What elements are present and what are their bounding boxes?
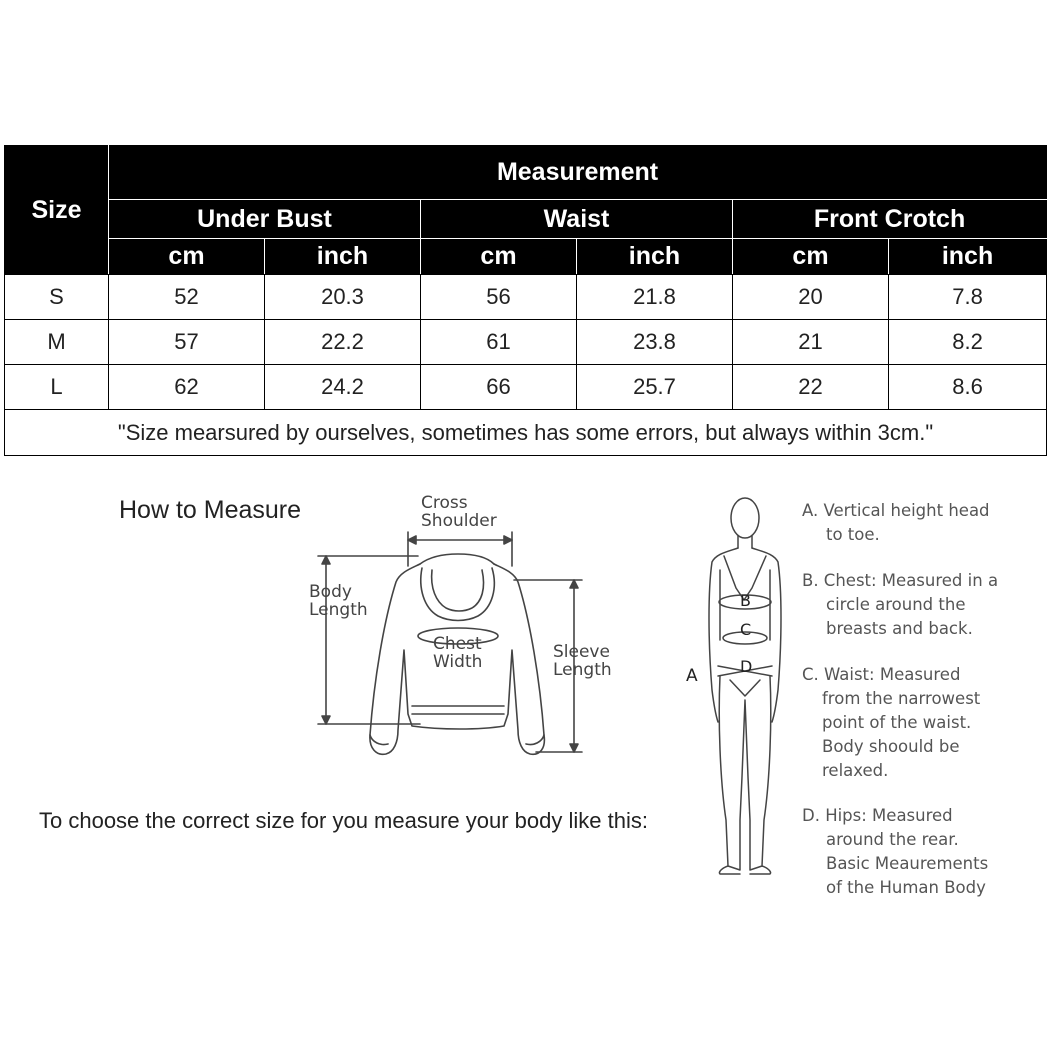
marker-a: A [686,666,698,686]
unit-header: inch [577,239,733,275]
unit-header: cm [733,239,889,275]
value-cell: 22.2 [265,320,421,365]
value-cell: 62 [109,365,265,410]
instruction-text: To choose the correct size for you measure your body like this: [39,808,648,833]
value-cell: 20.3 [265,275,421,320]
legend-line: of the Human Body [826,878,986,897]
unit-header: inch [889,239,1047,275]
body-length-label [309,583,368,619]
legend-line: circle around the [826,595,966,614]
value-cell: 21 [733,320,889,365]
value-cell: 22 [733,365,889,410]
legend-item-a [802,499,990,547]
size-chart-table [4,145,1047,456]
table-row [5,275,1047,320]
value-cell: 52 [109,275,265,320]
unit-header: cm [109,239,265,275]
label-line: Chest [433,634,482,654]
how-to-measure-title: How to Measure [119,496,302,524]
value-cell: 8.6 [889,365,1047,410]
value-cell: 25.7 [577,365,733,410]
value-cell: 20 [733,275,889,320]
legend-line: point of the waist. [822,713,972,732]
note-row [5,410,1047,456]
label-line: Length [553,660,612,680]
value-cell: 8.2 [889,320,1047,365]
label-line: Body [309,582,352,602]
legend-item-c [802,663,980,783]
value-cell: 61 [421,320,577,365]
legend-item-d [802,804,988,900]
size-cell: S [5,275,109,320]
under-bust-header: Under Bust [109,200,421,239]
cross-shoulder-label [421,494,497,530]
legend-line: D. Hips: Measured [802,806,953,825]
table-row [5,320,1047,365]
size-note: "Size mearsured by ourselves, sometimes has some errors, but always within 3cm." [5,410,1047,456]
chest-width-label [433,635,482,671]
sleeve-length-label [553,643,612,679]
legend-line: from the narrowest [822,689,981,708]
label-line: Shoulder [421,511,497,531]
legend-line: Body shoould be [822,737,960,756]
legend-line: to toe. [826,525,880,544]
legend-line: around the rear. [826,830,959,849]
unit-header: inch [265,239,421,275]
table-row [5,365,1047,410]
measurement-header: Measurement [109,146,1047,200]
legend-line: Basic Meaurements [826,854,989,873]
legend-line: B. Chest: Measured in a [802,571,999,590]
label-line: Length [309,600,368,620]
body-figure-diagram [690,490,810,880]
unit-header: cm [421,239,577,275]
value-cell: 23.8 [577,320,733,365]
front-crotch-header: Front Crotch [733,200,1047,239]
legend-item-b [802,569,998,641]
value-cell: 21.8 [577,275,733,320]
legend-line: A. Vertical height head [802,501,990,520]
size-cell: M [5,320,109,365]
value-cell: 57 [109,320,265,365]
marker-d: D [740,657,753,676]
marker-c: C [740,620,752,639]
size-header: Size [5,146,109,275]
value-cell: 56 [421,275,577,320]
label-line: Cross [421,493,468,513]
legend-line: relaxed. [822,761,889,780]
marker-b: B [740,591,751,610]
value-cell: 66 [421,365,577,410]
label-line: Width [433,652,483,672]
size-cell: L [5,365,109,410]
value-cell: 7.8 [889,275,1047,320]
legend-line: C. Waist: Measured [802,665,961,684]
waist-header: Waist [421,200,733,239]
legend-line: breasts and back. [826,619,973,638]
label-line: Sleeve [553,642,610,662]
value-cell: 24.2 [265,365,421,410]
